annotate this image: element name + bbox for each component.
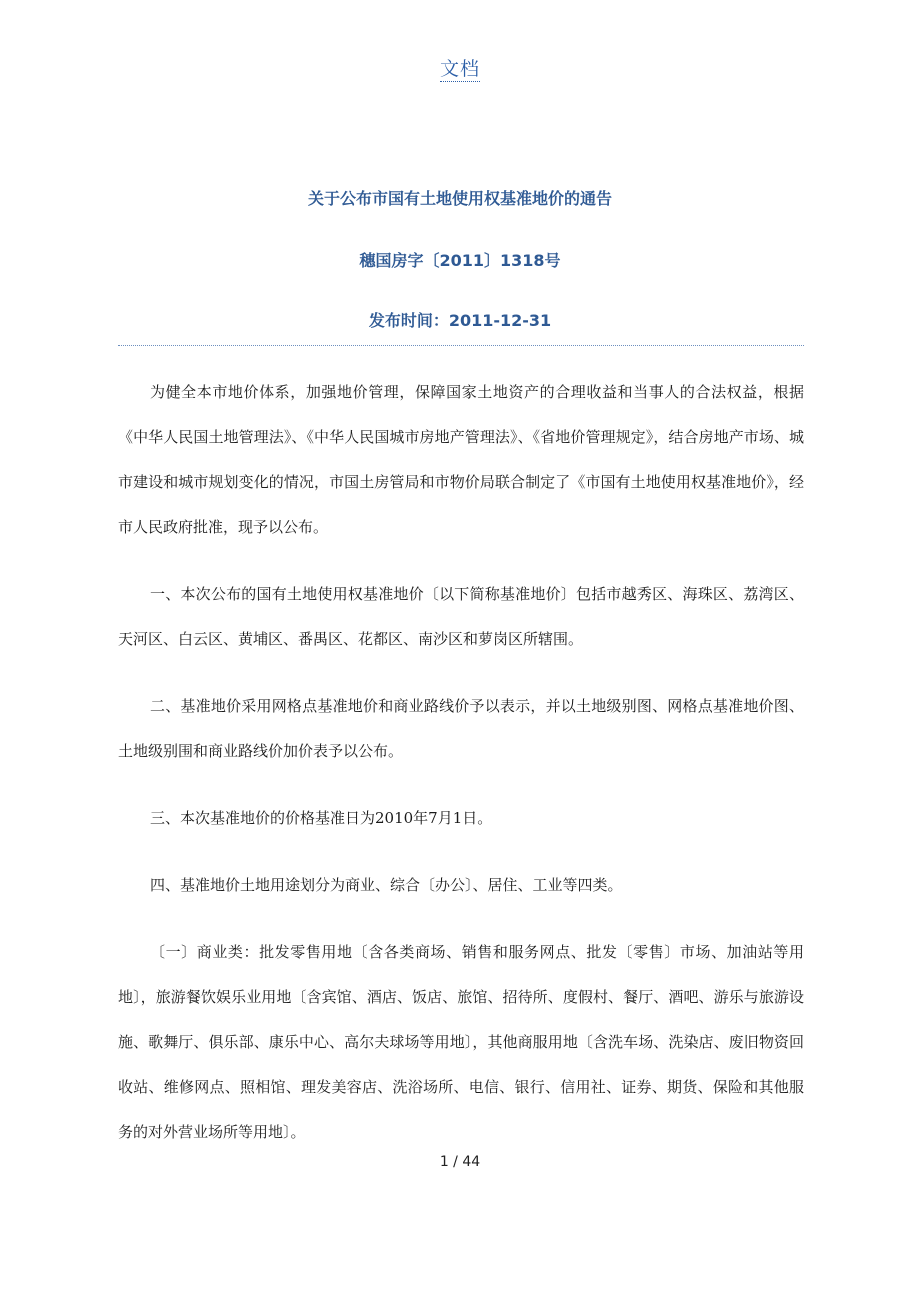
document-title: 关于公布市国有土地使用权基准地价的通告 <box>307 189 612 208</box>
paragraph-item-4: 四、基准地价土地用途划分为商业、综合〔办公〕、居住、工业等四类。 <box>150 876 623 894</box>
publish-date: 发布时间：2011-12-31 <box>368 311 552 330</box>
header-label <box>0 54 920 81</box>
title-divider <box>118 345 804 346</box>
document-body <box>118 370 804 1177</box>
document-number: 穗国房字〔2011〕1318号 <box>359 251 561 270</box>
header-label-text: 文档 <box>439 58 480 80</box>
paragraph-item-2: 二、基准地价采用网格点基准地价和商业路线价予以表示，并以土地级别图、网格点基准地价图、土地级别围和商业路线价加价表予以公布。 <box>118 697 804 760</box>
paragraph-item-3: 三、本次基准地价的价格基准日为2010年7月1日。 <box>150 809 493 827</box>
paragraph-subitem-1: 〔一〕商业类：批发零售用地〔含各类商场、销售和服务网点、批发〔零售〕市场、加油站等用地〕，旅游餐饮娱乐业用地〔含宾馆、酒店、饭店、旅馆、招待所、度假村、餐厅、酒吧、游乐与旅游设施、歌舞厅、俱乐部、康乐中心、高尔夫球场等用地〕，其他商服用地〔含洗车场、洗染店、废旧物资回收站、维修网点、照相馆、理发美容店、洗浴场所、电信、银行、信用社、证券、期货、保险和其他服务的对外营业场所等用地〕。 <box>118 943 804 1141</box>
page-indicator: 1 / 44 <box>439 1154 481 1170</box>
paragraph-item-1: 一、本次公布的国有土地使用权基准地价〔以下简称基准地价〕包括市越秀区、海珠区、荔湾区、天河区、白云区、黄埔区、番禺区、花都区、南沙区和萝岗区所辖围。 <box>118 585 804 648</box>
paragraph-intro: 为健全本市地价体系，加强地价管理，保障国家土地资产的合理收益和当事人的合法权益，根据《中华人民国土地管理法》、《中华人民国城市房地产管理法》、《省地价管理规定》，结合房地产市场、城市建设和城市规划变化的情况，市国土房管局和市物价局联合制定了《市国有土地使用权基准地价》，经市人民政府批准，现予以公布。 <box>118 383 804 536</box>
